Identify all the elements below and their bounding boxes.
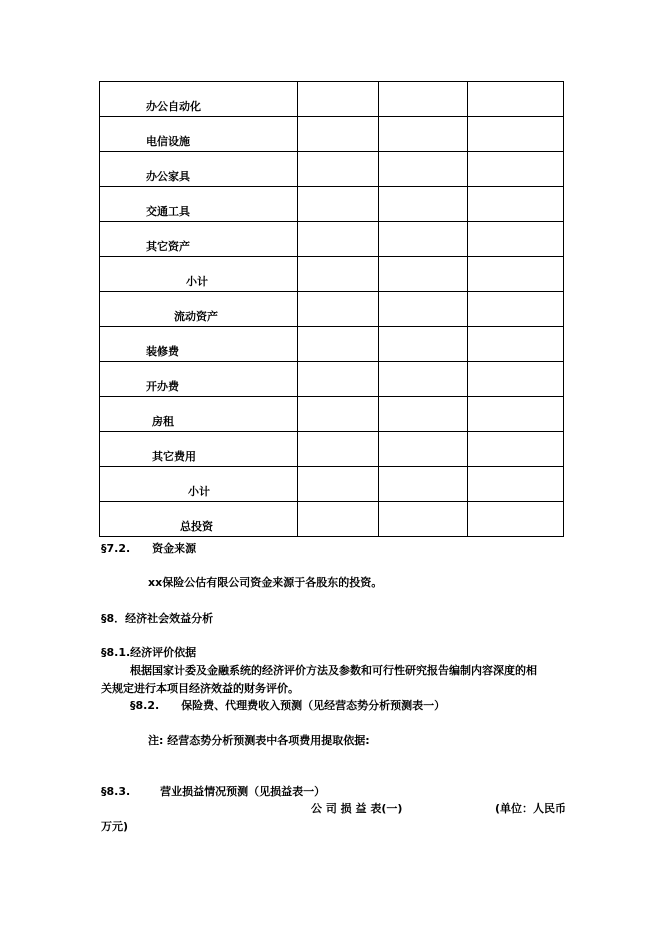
row-label-cell [100, 292, 298, 327]
row-label: 小计 [186, 275, 208, 288]
table-row [100, 327, 564, 362]
unit-label-continued: 万元) [101, 820, 129, 833]
value-cell [468, 327, 564, 362]
income-table-title: 公 司 损 益 表(一) [311, 802, 403, 815]
table-row [100, 292, 564, 327]
value-cell [379, 222, 468, 257]
row-label-cell [100, 222, 298, 257]
value-cell [468, 117, 564, 152]
value-cell [468, 362, 564, 397]
value-cell [298, 397, 379, 432]
value-cell [379, 152, 468, 187]
value-cell [379, 82, 468, 117]
value-cell [298, 222, 379, 257]
value-cell [298, 257, 379, 292]
value-cell [468, 292, 564, 327]
value-cell [379, 292, 468, 327]
value-cell [379, 397, 468, 432]
unit-label: (单位：人民币 [495, 802, 567, 815]
table-row [100, 152, 564, 187]
row-label: 交通工具 [146, 205, 190, 218]
table-row [100, 397, 564, 432]
value-cell [298, 117, 379, 152]
value-cell [468, 82, 564, 117]
section-8-2-heading: §8.2. 保险费、代理费收入预测（见经营态势分析预测表一） [130, 699, 446, 712]
value-cell [379, 362, 468, 397]
value-cell [379, 327, 468, 362]
value-cell [379, 467, 468, 502]
row-label-cell [100, 362, 298, 397]
row-label-cell [100, 152, 298, 187]
value-cell [379, 117, 468, 152]
value-cell [298, 152, 379, 187]
row-label: 开办费 [146, 380, 179, 393]
row-label: 其它费用 [152, 450, 196, 463]
value-cell [379, 187, 468, 222]
value-cell [468, 467, 564, 502]
section-8-1-heading: §8.1.经济评价依据 [101, 646, 197, 659]
value-cell [468, 152, 564, 187]
value-cell [468, 432, 564, 467]
section-8-heading: §8．经济社会效益分析 [101, 612, 214, 625]
value-cell [468, 222, 564, 257]
row-label: 流动资产 [174, 310, 218, 323]
row-label: 装修费 [146, 345, 179, 358]
value-cell [298, 292, 379, 327]
row-label: 办公自动化 [146, 100, 201, 113]
table-row [100, 187, 564, 222]
value-cell [298, 327, 379, 362]
table-row [100, 362, 564, 397]
row-label: 小计 [188, 485, 210, 498]
value-cell [298, 502, 379, 537]
row-label: 总投资 [180, 520, 213, 533]
row-label-cell [100, 117, 298, 152]
section-7-2-body: xx保险公估有限公司资金来源于各股东的投资。 [148, 576, 383, 589]
table-row [100, 222, 564, 257]
table-row [100, 117, 564, 152]
row-label-cell [100, 327, 298, 362]
value-cell [298, 82, 379, 117]
section-8-1-body-line2: 关规定进行本项目经济效益的财务评价。 [101, 682, 299, 695]
analysis-note: 注: 经营态势分析预测表中各项费用提取依据: [148, 734, 370, 747]
row-label-cell [100, 467, 298, 502]
value-cell [379, 502, 468, 537]
table-row [100, 432, 564, 467]
row-label-cell [100, 397, 298, 432]
value-cell [468, 187, 564, 222]
section-7-2-heading: §7.2. 资金来源 [101, 542, 197, 555]
row-label-cell [100, 502, 298, 537]
value-cell [298, 362, 379, 397]
row-label: 其它资产 [146, 240, 190, 253]
table-row [100, 82, 564, 117]
table-row [100, 257, 564, 292]
row-label: 房租 [152, 415, 174, 428]
row-label-cell [100, 187, 298, 222]
row-label-cell [100, 82, 298, 117]
table-row [100, 467, 564, 502]
section-8-3-heading: §8.3. 营业损益情况预测（见损益表一） [101, 785, 326, 798]
value-cell [298, 187, 379, 222]
value-cell [379, 432, 468, 467]
value-cell [298, 467, 379, 502]
investment-table [99, 81, 564, 537]
table-row [100, 502, 564, 537]
value-cell [379, 257, 468, 292]
row-label: 办公家具 [146, 170, 190, 183]
row-label: 电信设施 [146, 135, 190, 148]
section-8-1-body-line1: 根据国家计委及金融系统的经济评价方法及参数和可行性研究报告编制内容深度的相 [130, 664, 537, 677]
value-cell [298, 432, 379, 467]
value-cell [468, 502, 564, 537]
row-label-cell [100, 432, 298, 467]
value-cell [468, 397, 564, 432]
row-label-cell [100, 257, 298, 292]
value-cell [468, 257, 564, 292]
